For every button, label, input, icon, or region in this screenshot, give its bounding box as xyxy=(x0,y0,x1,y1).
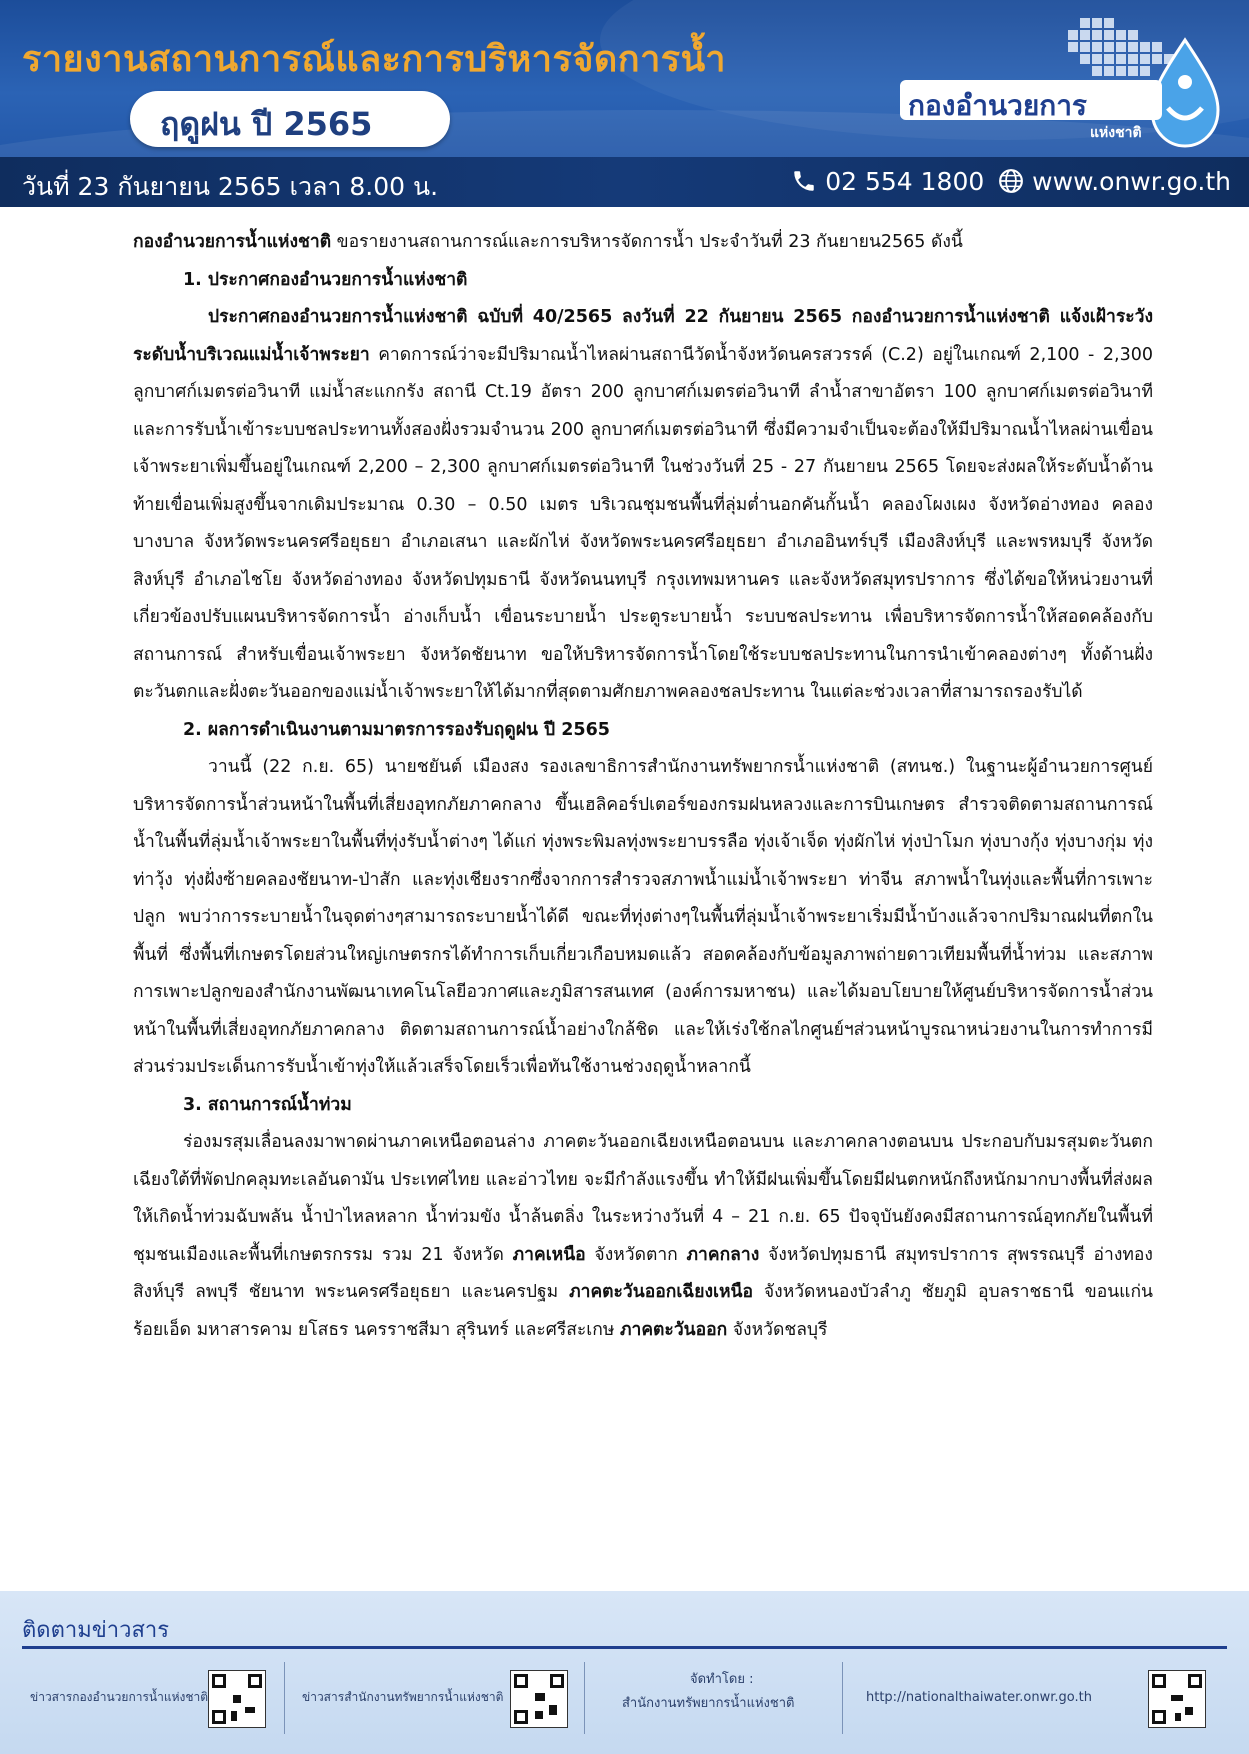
region-central-provinces: จังหวัดปทุมธานี สมุทรปราการ สุพรรณบุรี อ่างทอง สิงห์บุรี ลพบุรี ชัยนาท พระนครศรีอยุธยา และนครปฐม xyxy=(133,1244,1153,1302)
section-1-announcement: ประกาศกองอำนวยการน้ำแห่งชาติ ฉบับที่ 40/2565 ลงวันที่ 22 กันยายน 2565 กองอำนวยการน้ำแห่งชาติ แจ้งเฝ้าระวังระดับน้ำบริเวณแม่น้ำเจ้าพระยา xyxy=(133,307,1153,365)
section-2-heading: 2. ผลการดำเนินงานตามมาตรการรองรับฤดูฝน ปี 2565 xyxy=(183,719,610,740)
region-east-provinces: จังหวัดชลบุรี xyxy=(727,1319,828,1340)
contact-info xyxy=(791,167,1231,196)
intro-agency: กองอำนวยการน้ำแห่งชาติ xyxy=(133,232,332,252)
section-1-heading: 1. ประกาศกองอำนวยการน้ำแห่งชาติ xyxy=(183,269,468,290)
globe-icon xyxy=(998,168,1024,194)
season-label: ฤดูฝน ปี 2565 xyxy=(160,105,373,143)
report-title: รายงานสถานการณ์และการบริหารจัดการน้ำ xyxy=(22,39,726,80)
website-link[interactable]: www.onwr.go.th xyxy=(1032,167,1231,196)
region-northeast-provinces: จังหวัดหนองบัวลำภู ชัยภูมิ อุบลราชธานี ขอนแก่น ร้อยเอ็ด มหาสารคาม ยโสธร นครราชสีมา สุรินทร์ และศรีสะเกษ xyxy=(133,1282,1154,1340)
section-3-paragraph xyxy=(133,1124,1153,1349)
logo-subtext: แห่งชาติ xyxy=(1090,125,1142,141)
footer-separator xyxy=(842,1662,843,1734)
qr-code-icon[interactable] xyxy=(1148,1670,1206,1728)
report-footer xyxy=(0,1591,1249,1754)
footer-separator xyxy=(284,1662,285,1734)
footer-url[interactable]: http://nationalthaiwater.onwr.go.th xyxy=(866,1690,1092,1705)
footer-made-by: สำนักงานทรัพยากรน้ำแห่งชาติ xyxy=(622,1696,795,1711)
qr-code-icon[interactable] xyxy=(510,1670,568,1728)
logo-text: กองอำนวยการ xyxy=(908,89,1087,122)
intro-text: ขอรายงานสถานการณ์และการบริหารจัดการน้ำ ประจำวันที่ 23 กันยายน2565 ดังนี้ xyxy=(331,232,963,252)
footer-news-2: ข่าวสารสำนักงานทรัพยากรน้ำแห่งชาติ xyxy=(302,1690,504,1704)
section-3-heading: 3. สถานการณ์น้ำท่วม xyxy=(183,1094,352,1115)
section-2-paragraph: วานนี้ (22 ก.ย. 65) นายชยันต์ เมืองสง รองเลขาธิการสำนักงานทรัพยากรน้ำแห่งชาติ (สทนช.) ในฐานะผู้อำนวยการศูนย์บริหารจัดการน้ำส่วนหน้าในพื้นที่เสี่ยงอุทกภัยภาคกลาง ขึ้นเฮลิคอร์ปเตอร์ของกรมฝนหลวงและการบินเกษตร สำรวจติดตามสถานการณ์น้ำในพื้นที่ลุ่มน้ำเจ้าพระยาในพื้นที่ทุ่งรับน้ำต่างๆ ได้แก่ ทุ่งพระพิมลทุ่งพระยาบรรลือ ทุ่งเจ้าเจ็ด ทุ่งผักไห่ ทุ่งป่าโมก ทุ่งบางกุ้ง ทุ่งบางกุ่ม ทุ่งท่าวุ้ง ทุ่งฝั่งซ้ายคลองชัยนาท-ป่าสัก และทุ่งเชียงรากซึ่งจากการสำรวจสภาพน้ำแม่น้ำเจ้าพระยา ท่าจีน สภาพน้ำในทุ่งและพื้นที่การเพาะปลูก พบว่าการระบายน้ำในจุดต่างๆสามารถระบายน้ำได้ดี ขณะที่ทุ่งต่างๆในพื้นที่ลุ่มน้ำเจ้าพระยาเริ่มมีน้ำบ้างแล้วจากปริมาณฝนที่ตกในพื้นที่ ซึ่งพื้นที่เกษตรโดยส่วนใหญ่เกษตรกรได้ทำการเก็บเกี่ยวเกือบหมดแล้ว สอดคล้องกับข้อมูลภาพถ่ายดาวเทียมพื้นที่น้ำท่วม และสภาพการเพาะปลูกของสำนักงานพัฒนาเทคโนโลยีอวกาศและภูมิสารสนเทศ (องค์การมหาชน) และได้มอบโยบายให้ศูนย์บริหารจัดการน้ำส่วนหน้าในพื้นที่เสี่ยงอุทกภัยภาคกลาง ติดตามสถานการณ์น้ำอย่างใกล้ชิด และให้เร่งใช้กลไกศูนย์ฯส่วนหน้าบูรณาหน่วยงานในการทำการมีส่วนร่วมประเด็นการรับน้ำเข้าทุ่งให้แล้วเสร็จโดยเร็วเพื่อทันใช้งานช่วงฤดูน้ำหลากนี้ xyxy=(133,757,1153,1077)
region-east-label: ภาคตะวันออก xyxy=(619,1319,728,1340)
report-body xyxy=(133,224,1153,1349)
footer-news-1: ข่าวสารกองอำนวยการน้ำแห่งชาติ xyxy=(30,1690,209,1704)
report-date: วันที่ 23 กันยายน 2565 เวลา 8.00 น. xyxy=(22,172,439,201)
region-northeast-label: ภาคตะวันออกเฉียงเหนือ xyxy=(569,1282,754,1302)
footer-made-by-label: จัดทำโดย : xyxy=(690,1672,754,1687)
footer-title: ติดตามข่าวสาร xyxy=(22,1618,170,1643)
season-badge xyxy=(130,91,450,147)
section-1-text: คาดการณ์ว่าจะมีปริมาณน้ำไหลผ่านสถานีวัดน้ำจังหวัดนครสวรรค์ (C.2) อยู่ในเกณฑ์ 2,100 - 2,300 ลูกบาศก์เมตรต่อวินาที แม่น้ำสะแกกรัง สถานี Ct.19 อัตรา 200 ลูกบาศก์เมตรต่อวินาที ลำน้ำสาขาอัตรา 100 ลูกบาศก์เมตรต่อวินาที และการรับน้ำเข้าระบบชลประทานทั้งสองฝั่งรวมจำนวน 200 ลูกบาศก์เมตรต่อวินาที ซึ่งมีความจำเป็นจะต้องให้มีปริมาณน้ำไหลผ่านเขื่อนเจ้าพระยาเพิ่มขึ้นอยู่ในเกณฑ์ 2,200 – 2,300 ลูกบาศก์เมตรต่อวินาที ในช่วงวันที่ 25 - 27 กันยายน 2565 โดยจะส่งผลให้ระดับน้ำด้านท้ายเขื่อนเพิ่มสูงขึ้นจากเดิมประมาณ 0.30 – 0.50 เมตร บริเวณชุมชนพื้นที่ลุ่มต่ำนอกคันกั้นน้ำ คลองโผงเผง จังหวัดอ่างทอง คลองบางบาล จังหวัดพระนครศรีอยุธยา อำเภอเสนา และผักไห่ จังหวัดพระนครศรีอยุธยา อำเภออินทร์บุรี เมืองสิงห์บุรี และพรหมบุรี จังหวัดสิงห์บุรี อำเภอไชโย จังหวัดอ่างทอง จังหวัดปทุมธานี จังหวัดนนทบุรี กรุงเทพมหานคร และจังหวัดสมุทรปราการ ซึ่งได้ขอให้หน่วยงานที่เกี่ยวข้องปรับแผนบริหารจัดการน้ำ อ่างเก็บน้ำ เขื่อนระบายน้ำ ประตูระบายน้ำ ระบบชลประทาน เพื่อบริหารจัดการน้ำให้สอดคล้องกับสถานการณ์ สำหรับเขื่อนเจ้าพระยา จังหวัดชัยนาท ขอให้บริหารจัดการน้ำโดยใช้ระบบชลประทานในการนำเข้าคลองต่างๆ ทั้งด้านฝั่งตะวันตกและฝั่งตะวันออกของแม่น้ำเจ้าพระยาให้ได้มากที่สุดตามศักยภาพคลองชลประทาน ในแต่ละช่วงเวลาที่สามารถรองรับได้ xyxy=(133,344,1153,702)
region-north-label: ภาคเหนือ xyxy=(512,1244,586,1265)
phone-icon xyxy=(791,168,817,194)
phone-number: 02 554 1800 xyxy=(825,167,985,196)
section-3-text: ร่องมรสุมเลื่อนลงมาพาดผ่านภาคเหนือตอนล่าง ภาคตะวันออกเฉียงเหนือตอนบน และภาคกลางตอนบน ประกอบกับมรสุมตะวันตกเฉียงใต้ที่พัดปกคลุมทะเลอันดามัน ประเทศไทย และอ่าวไทย จะมีกำลังแรงขึ้น ทำให้มีฝนเพิ่มขึ้นโดยมีฝนตกหนักถึงหนักมากบางพื้นที่ส่งผลให้เกิดน้ำท่วมฉับพลัน น้ำป่าไหลหลาก น้ำท่วมขัง น้ำล้นตลิ่ง ในระหว่างวันที่ 4 – 21 ก.ย. 65 ปัจจุบันยังคงมีสถานการณ์อุทกภัยในพื้นที่ชุมชนเมืองและพื้นที่เกษตรกรรม รวม 21 จังหวัด xyxy=(133,1132,1153,1265)
region-north-provinces: จังหวัดตาก xyxy=(585,1244,687,1265)
section-1-paragraph xyxy=(133,299,1153,712)
qr-code-icon[interactable] xyxy=(208,1670,266,1728)
intro-paragraph xyxy=(133,224,1153,262)
region-central-label: ภาคกลาง xyxy=(686,1244,760,1265)
onwr-logo xyxy=(900,10,1230,150)
footer-separator xyxy=(584,1662,585,1734)
footer-divider xyxy=(22,1646,1227,1649)
